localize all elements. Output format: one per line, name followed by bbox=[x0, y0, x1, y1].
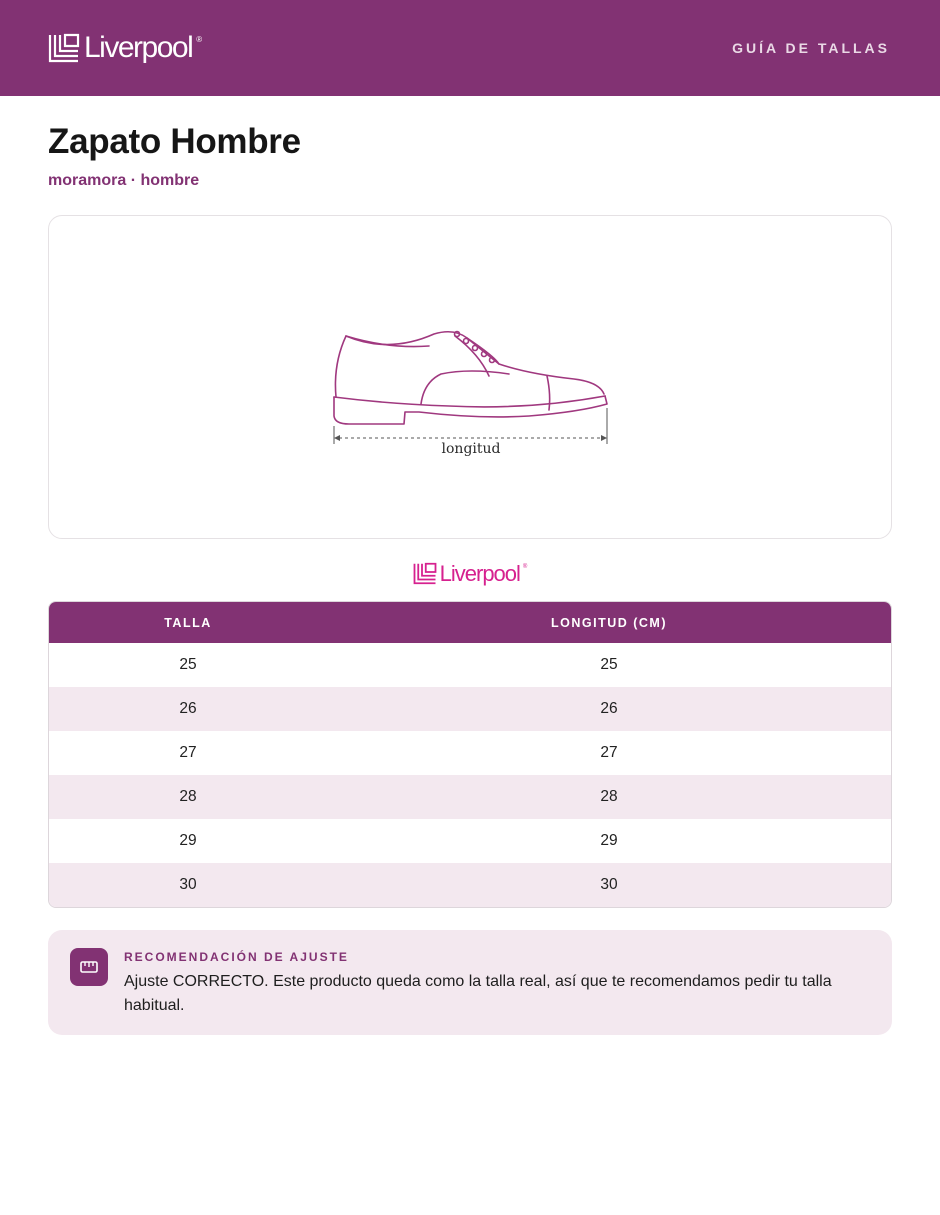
column-header-longitud: LONGITUD (CM) bbox=[550, 615, 667, 630]
logo-registered-mark: ® bbox=[196, 35, 203, 44]
size-cell: 29 bbox=[179, 832, 197, 849]
length-cell: 28 bbox=[600, 788, 618, 805]
fit-recommendation-card bbox=[48, 930, 892, 1035]
length-cell: 30 bbox=[600, 876, 618, 893]
size-cell: 25 bbox=[179, 656, 197, 673]
size-cell: 30 bbox=[179, 876, 197, 893]
table-row bbox=[49, 731, 891, 775]
length-cell: 29 bbox=[600, 832, 618, 849]
length-measure-label: longitud bbox=[441, 441, 501, 457]
table-header-row bbox=[49, 602, 891, 643]
recommendation-text: Ajuste CORRECTO. Este producto queda como la talla real, así que te recomendamos pedir tu talla habitual. bbox=[124, 973, 832, 1014]
column-header-talla: TALLA bbox=[164, 615, 212, 630]
length-cell: 27 bbox=[600, 744, 618, 761]
product-subtitle: moramora · hombre bbox=[48, 172, 200, 189]
liverpool-brand-mark bbox=[0, 562, 940, 585]
table-row bbox=[49, 643, 891, 687]
shoe-illustration bbox=[329, 324, 619, 454]
liverpool-logo-icon bbox=[48, 33, 80, 63]
liverpool-logo[interactable] bbox=[48, 33, 202, 63]
size-guide-link[interactable]: GUÍA DE TALLAS bbox=[732, 40, 890, 56]
length-cell: 25 bbox=[600, 656, 618, 673]
table-row bbox=[49, 819, 891, 863]
logo-text: Liverpool bbox=[84, 31, 193, 64]
brand-mark-registered: ® bbox=[522, 564, 528, 570]
ruler-icon bbox=[70, 948, 108, 986]
top-header bbox=[0, 0, 940, 96]
length-cell: 26 bbox=[600, 700, 618, 717]
liverpool-logo-icon bbox=[413, 562, 437, 585]
table-row bbox=[49, 775, 891, 819]
table-row bbox=[49, 687, 891, 731]
shoe-illustration-card bbox=[48, 215, 892, 539]
size-table bbox=[48, 601, 892, 908]
size-cell: 28 bbox=[179, 788, 197, 805]
brand-mark-text: Liverpool bbox=[439, 560, 520, 586]
page-title: Zapato Hombre bbox=[48, 122, 301, 161]
size-cell: 26 bbox=[179, 700, 197, 717]
size-cell: 27 bbox=[179, 744, 197, 761]
table-row bbox=[49, 863, 891, 907]
recommendation-label: RECOMENDACIÓN DE AJUSTE bbox=[124, 950, 349, 964]
